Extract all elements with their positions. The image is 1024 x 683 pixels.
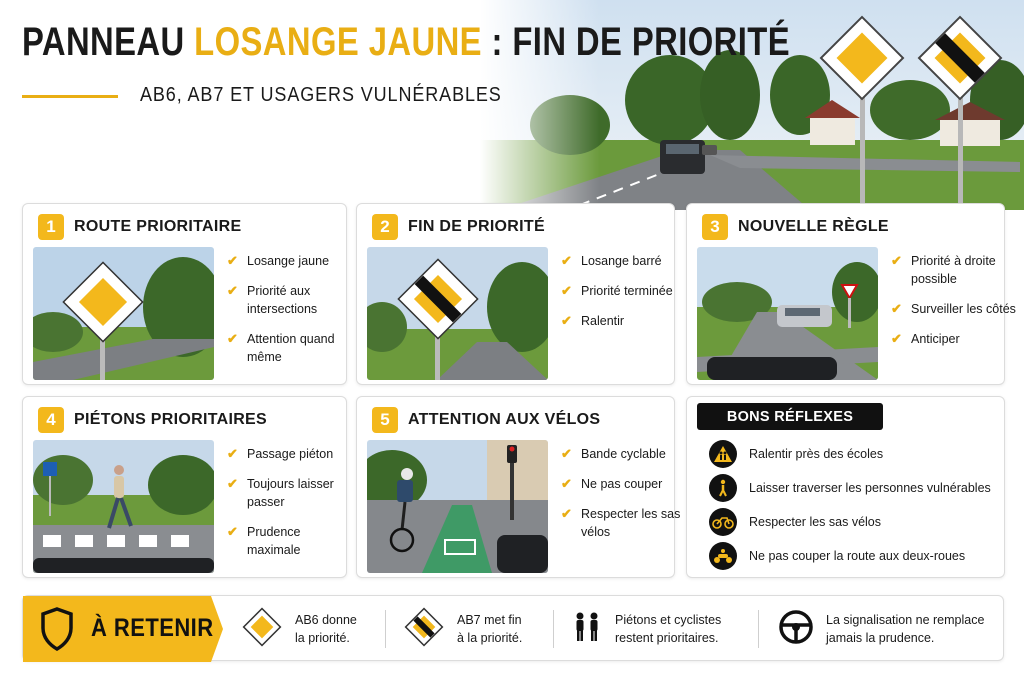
end-of-priority-sign-photo bbox=[367, 247, 548, 380]
check-icon: ✔ bbox=[227, 253, 238, 268]
footer-summary bbox=[22, 595, 1004, 661]
check-list bbox=[227, 445, 355, 571]
card-title: NOUVELLE RÈGLE bbox=[738, 218, 889, 235]
card-number: 2 bbox=[372, 214, 398, 240]
footer-item-prudence: La signalisation ne remplace jamais la prudence. bbox=[778, 596, 984, 662]
divider bbox=[385, 610, 386, 648]
scooter-icon bbox=[709, 542, 737, 570]
cyclist-lane-photo bbox=[367, 440, 548, 573]
list-item: ✔ Ralentir bbox=[561, 313, 625, 328]
list-item: ✔ Bande cyclable bbox=[561, 446, 666, 461]
shield-icon bbox=[43, 609, 71, 649]
list-item: ✔ Ne pas couper bbox=[561, 476, 663, 491]
page-subtitle: AB6, AB7 ET USAGERS VULNÉRABLES bbox=[140, 84, 502, 106]
card-title: PIÉTONS PRIORITAIRES bbox=[74, 411, 267, 428]
list-item: Ne pas couper la route aux deux-roues bbox=[709, 541, 991, 570]
list-item: Ralentir près des écoles bbox=[709, 439, 991, 468]
title-rule bbox=[22, 95, 118, 98]
reflexes-title: BONS RÉFLEXES bbox=[697, 403, 883, 430]
card-pietons-prioritaires bbox=[22, 396, 347, 578]
footer-item-pietons: Piétons et cyclistes restent prioritaires. bbox=[571, 596, 721, 662]
check-list bbox=[561, 445, 689, 553]
card-number: 1 bbox=[38, 214, 64, 240]
list-item: ✔ Surveiller les côtés bbox=[891, 301, 1016, 316]
end-priority-sign-icon bbox=[403, 606, 445, 652]
pedestrian-crossing-photo bbox=[33, 440, 214, 573]
check-list bbox=[891, 252, 1019, 360]
footer-item-ab6: AB6 donne la priorité. bbox=[241, 596, 357, 662]
card-nouvelle-regle bbox=[686, 203, 1016, 385]
check-icon: ✔ bbox=[891, 331, 902, 346]
check-icon: ✔ bbox=[227, 524, 238, 539]
card-number: 4 bbox=[38, 407, 64, 433]
card-number: 3 bbox=[702, 214, 728, 240]
list-item: ✔ Anticiper bbox=[891, 331, 960, 346]
list-item: ✔ Attention quand même bbox=[227, 331, 335, 364]
check-icon: ✔ bbox=[561, 506, 572, 521]
steering-wheel-icon bbox=[778, 609, 814, 649]
list-item: Laisser traverser les personnes vulnérables bbox=[709, 473, 991, 502]
check-icon: ✔ bbox=[891, 301, 902, 316]
intersection-scene-photo bbox=[697, 247, 878, 380]
school-children-icon bbox=[709, 440, 737, 468]
check-icon: ✔ bbox=[561, 446, 572, 461]
priority-road-sign-photo bbox=[33, 247, 214, 380]
check-icon: ✔ bbox=[227, 283, 238, 298]
list-item: ✔ Prudence maximale bbox=[227, 524, 301, 557]
check-icon: ✔ bbox=[227, 331, 238, 346]
check-icon: ✔ bbox=[561, 476, 572, 491]
check-icon: ✔ bbox=[561, 313, 572, 328]
card-fin-de-priorite bbox=[356, 203, 675, 385]
list-item: ✔ Losange jaune bbox=[227, 253, 330, 268]
footer-item-ab7: AB7 met fin à la priorité. bbox=[403, 596, 522, 662]
card-route-prioritaire bbox=[22, 203, 347, 385]
pedestrian-icon bbox=[709, 474, 737, 502]
card-title: ROUTE PRIORITAIRE bbox=[74, 218, 242, 235]
list-item: ✔ Respecter les sas vélos bbox=[561, 506, 681, 539]
priority-sign-icon bbox=[241, 606, 283, 652]
card-bons-reflexes bbox=[686, 396, 1005, 578]
list-item: Respecter les sas vélos bbox=[709, 507, 991, 536]
check-icon: ✔ bbox=[227, 476, 238, 491]
divider bbox=[758, 610, 759, 648]
pedestrians-icon bbox=[571, 610, 603, 648]
page-title: PANNEAU LOSANGE JAUNE : FIN DE PRIORITÉ bbox=[22, 20, 791, 64]
check-list bbox=[561, 252, 689, 342]
card-attention-aux-velos bbox=[356, 396, 681, 578]
check-icon: ✔ bbox=[561, 253, 572, 268]
reflexes-list bbox=[709, 439, 991, 575]
a-retenir-label: À RETENIR bbox=[91, 614, 214, 642]
list-item: ✔ Priorité terminée bbox=[561, 283, 673, 298]
list-item: ✔ Priorité à droite possible bbox=[891, 253, 996, 286]
list-item: ✔ Priorité aux intersections bbox=[227, 283, 318, 316]
card-title: ATTENTION AUX VÉLOS bbox=[408, 411, 601, 428]
list-item: ✔ Passage piéton bbox=[227, 446, 334, 461]
divider bbox=[553, 610, 554, 648]
bicycle-icon bbox=[709, 508, 737, 536]
check-list bbox=[227, 252, 355, 378]
card-number: 5 bbox=[372, 407, 398, 433]
check-icon: ✔ bbox=[891, 253, 902, 268]
list-item: ✔ Toujours laisser passer bbox=[227, 476, 334, 509]
check-icon: ✔ bbox=[227, 446, 238, 461]
check-icon: ✔ bbox=[561, 283, 572, 298]
a-retenir-banner bbox=[23, 596, 223, 662]
card-title: FIN DE PRIORITÉ bbox=[408, 218, 545, 235]
list-item: ✔ Losange barré bbox=[561, 253, 662, 268]
title-accent: LOSANGE JAUNE bbox=[194, 20, 482, 64]
